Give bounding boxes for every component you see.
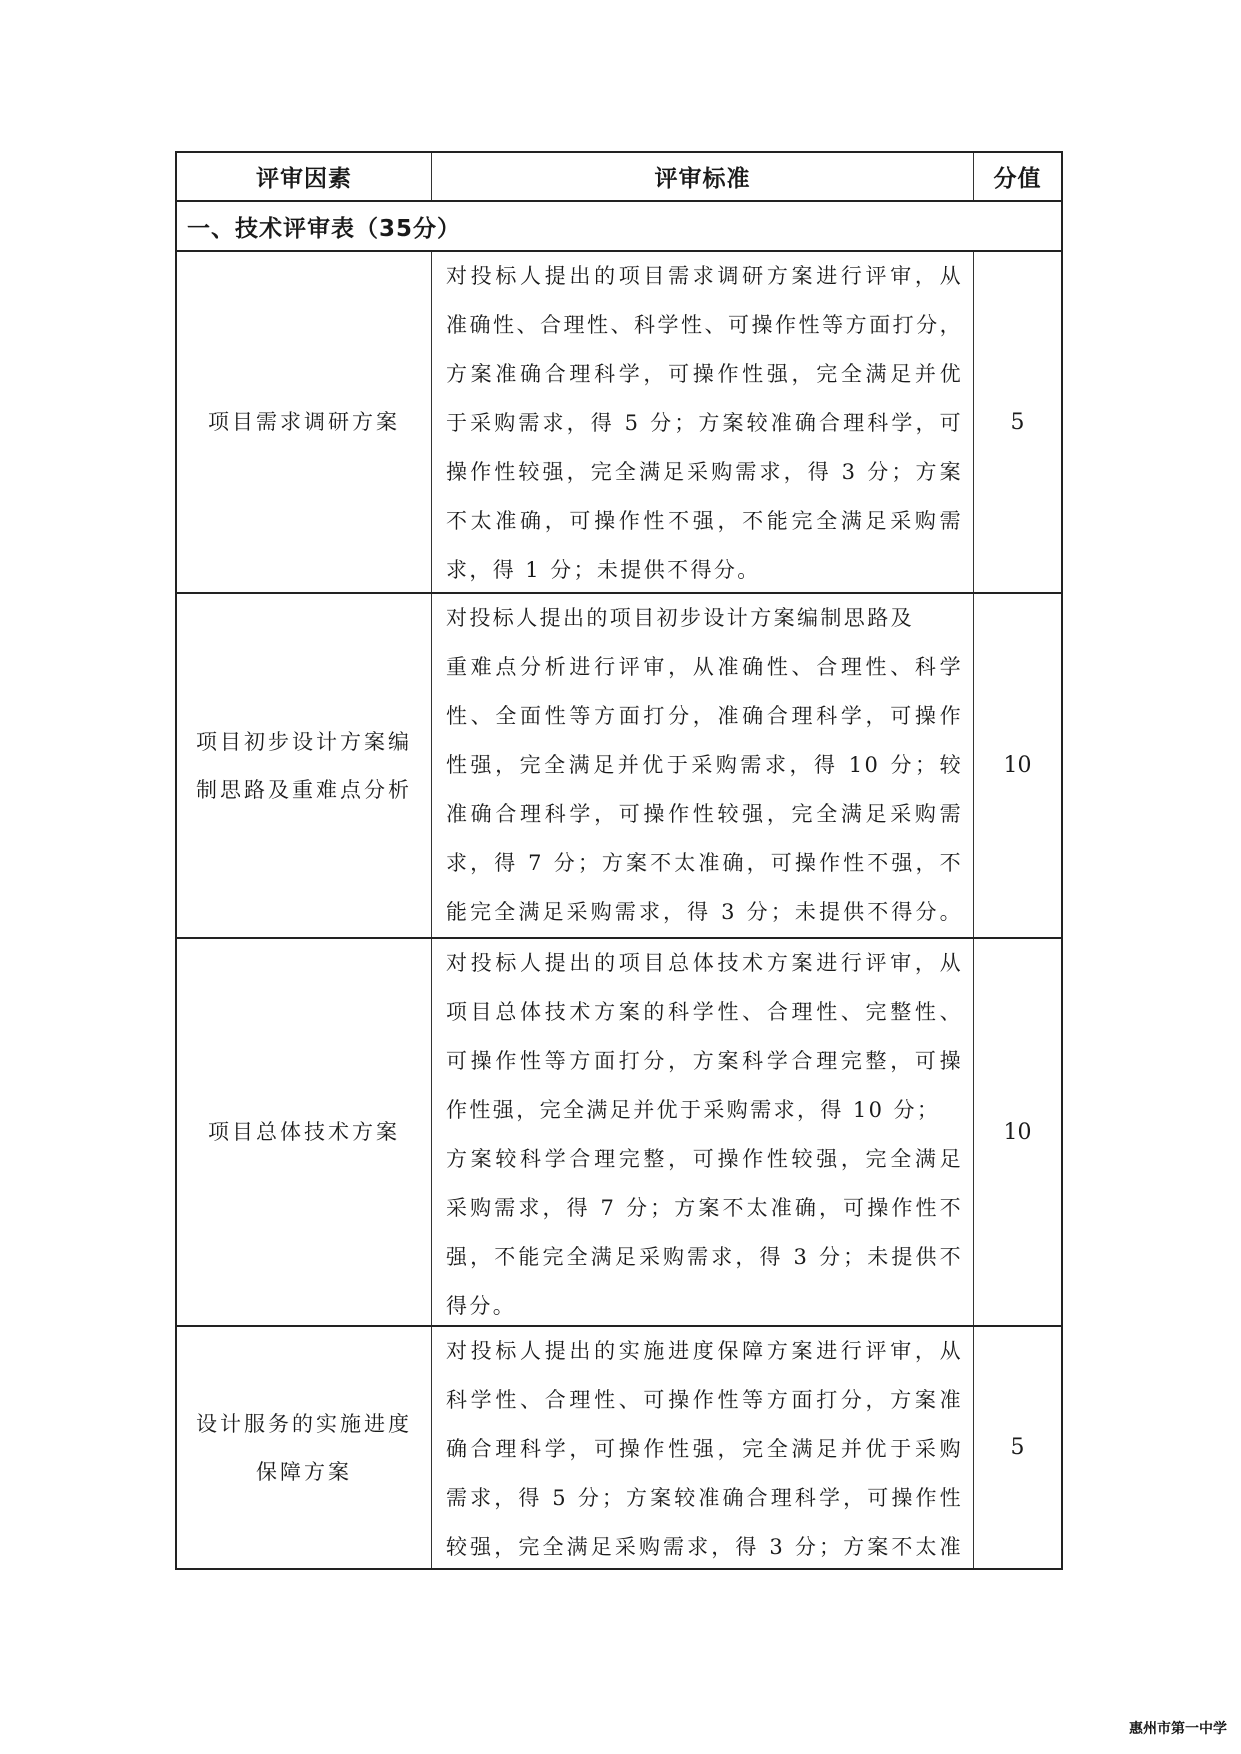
header-criteria: 评审标准 bbox=[432, 153, 974, 200]
factor-cell bbox=[177, 594, 432, 937]
score-cell: 10 bbox=[1003, 1119, 1032, 1145]
criteria-line: 需求，得 5 分；方案较准确合理科学，可操作性 bbox=[446, 1486, 963, 1510]
criteria-line: 不太准确，可操作性不强，不能完全满足采购需 bbox=[446, 509, 963, 533]
criteria-line: 准确性、合理性、科学性、可操作性等方面打分， bbox=[446, 313, 963, 337]
criteria-line: 方案较科学合理完整，可操作性较强，完全满足 bbox=[446, 1147, 963, 1171]
footer-organization: 惠州市第一中学 bbox=[1129, 1721, 1227, 1737]
criteria-line: 科学性、合理性、可操作性等方面打分，方案准 bbox=[446, 1388, 963, 1412]
evaluation-table bbox=[175, 151, 1063, 1570]
criteria-line: 性强，完全满足并优于采购需求，得 10 分；较 bbox=[446, 753, 963, 777]
factor-line: 项目需求调研方案 bbox=[208, 410, 400, 434]
score-cell: 5 bbox=[1010, 409, 1025, 435]
criteria-line: 可操作性等方面打分，方案科学合理完整，可操 bbox=[446, 1049, 963, 1073]
table-row bbox=[177, 252, 1061, 594]
criteria-cell bbox=[432, 594, 974, 937]
criteria-line: 强，不能完全满足采购需求，得 3 分；未提供不 bbox=[446, 1245, 963, 1269]
table-row bbox=[177, 594, 1061, 939]
criteria-cell bbox=[432, 252, 974, 592]
criteria-line: 得分。 bbox=[446, 1294, 517, 1318]
score-cell: 10 bbox=[1003, 753, 1032, 778]
criteria-cell bbox=[432, 939, 974, 1325]
criteria-line: 对投标人提出的项目初步设计方案编制思路及 bbox=[446, 606, 914, 630]
factor-line: 保障方案 bbox=[256, 1459, 352, 1484]
factor-cell bbox=[177, 252, 432, 592]
factor-line: 项目初步设计方案编 bbox=[196, 729, 412, 754]
criteria-line: 性、全面性等方面打分，准确合理科学，可操作 bbox=[446, 704, 963, 728]
criteria-line: 能完全满足采购需求，得 3 分；未提供不得分。 bbox=[446, 900, 963, 924]
factor-line: 设计服务的实施进度 bbox=[196, 1411, 412, 1436]
section-title: 一、技术评审表（35分） bbox=[187, 215, 462, 242]
criteria-line: 重难点分析进行评审，从准确性、合理性、科学 bbox=[446, 655, 963, 679]
criteria-line: 操作性较强，完全满足采购需求，得 3 分；方案 bbox=[446, 460, 963, 484]
table-row bbox=[177, 1327, 1061, 1568]
criteria-line: 对投标人提出的项目需求调研方案进行评审，从 bbox=[446, 264, 963, 288]
factor-line: 制思路及重难点分析 bbox=[196, 777, 412, 802]
criteria-line: 作性强，完全满足并优于采购需求，得 10 分； bbox=[446, 1098, 941, 1122]
criteria-line: 较强，完全满足采购需求，得 3 分；方案不太准 bbox=[446, 1535, 963, 1559]
criteria-line: 项目总体技术方案的科学性、合理性、完整性、 bbox=[446, 1000, 963, 1024]
criteria-line: 确合理科学，可操作性强，完全满足并优于采购 bbox=[446, 1437, 963, 1461]
criteria-line: 求，得 1 分；未提供不得分。 bbox=[446, 558, 761, 582]
criteria-line: 求，得 7 分；方案不太准确，可操作性不强，不 bbox=[446, 851, 963, 875]
criteria-line: 于采购需求，得 5 分；方案较准确合理科学，可 bbox=[446, 411, 963, 435]
criteria-line: 对投标人提出的项目总体技术方案进行评审，从 bbox=[446, 951, 963, 975]
table-header-row bbox=[177, 153, 1061, 202]
criteria-cell bbox=[432, 1327, 974, 1568]
factor-cell bbox=[177, 1327, 432, 1568]
section-title-row bbox=[177, 202, 1061, 252]
criteria-line: 方案准确合理科学，可操作性强，完全满足并优 bbox=[446, 362, 963, 386]
criteria-line: 对投标人提出的实施进度保障方案进行评审，从 bbox=[446, 1339, 963, 1363]
criteria-line: 采购需求，得 7 分；方案不太准确，可操作性不 bbox=[446, 1196, 963, 1220]
score-cell: 5 bbox=[1010, 1435, 1025, 1460]
header-factor: 评审因素 bbox=[177, 153, 432, 200]
factor-cell bbox=[177, 939, 432, 1325]
header-score: 分值 bbox=[993, 166, 1042, 192]
table-row bbox=[177, 939, 1061, 1327]
factor-line: 项目总体技术方案 bbox=[208, 1120, 400, 1144]
criteria-line: 准确合理科学，可操作性较强，完全满足采购需 bbox=[446, 802, 963, 826]
